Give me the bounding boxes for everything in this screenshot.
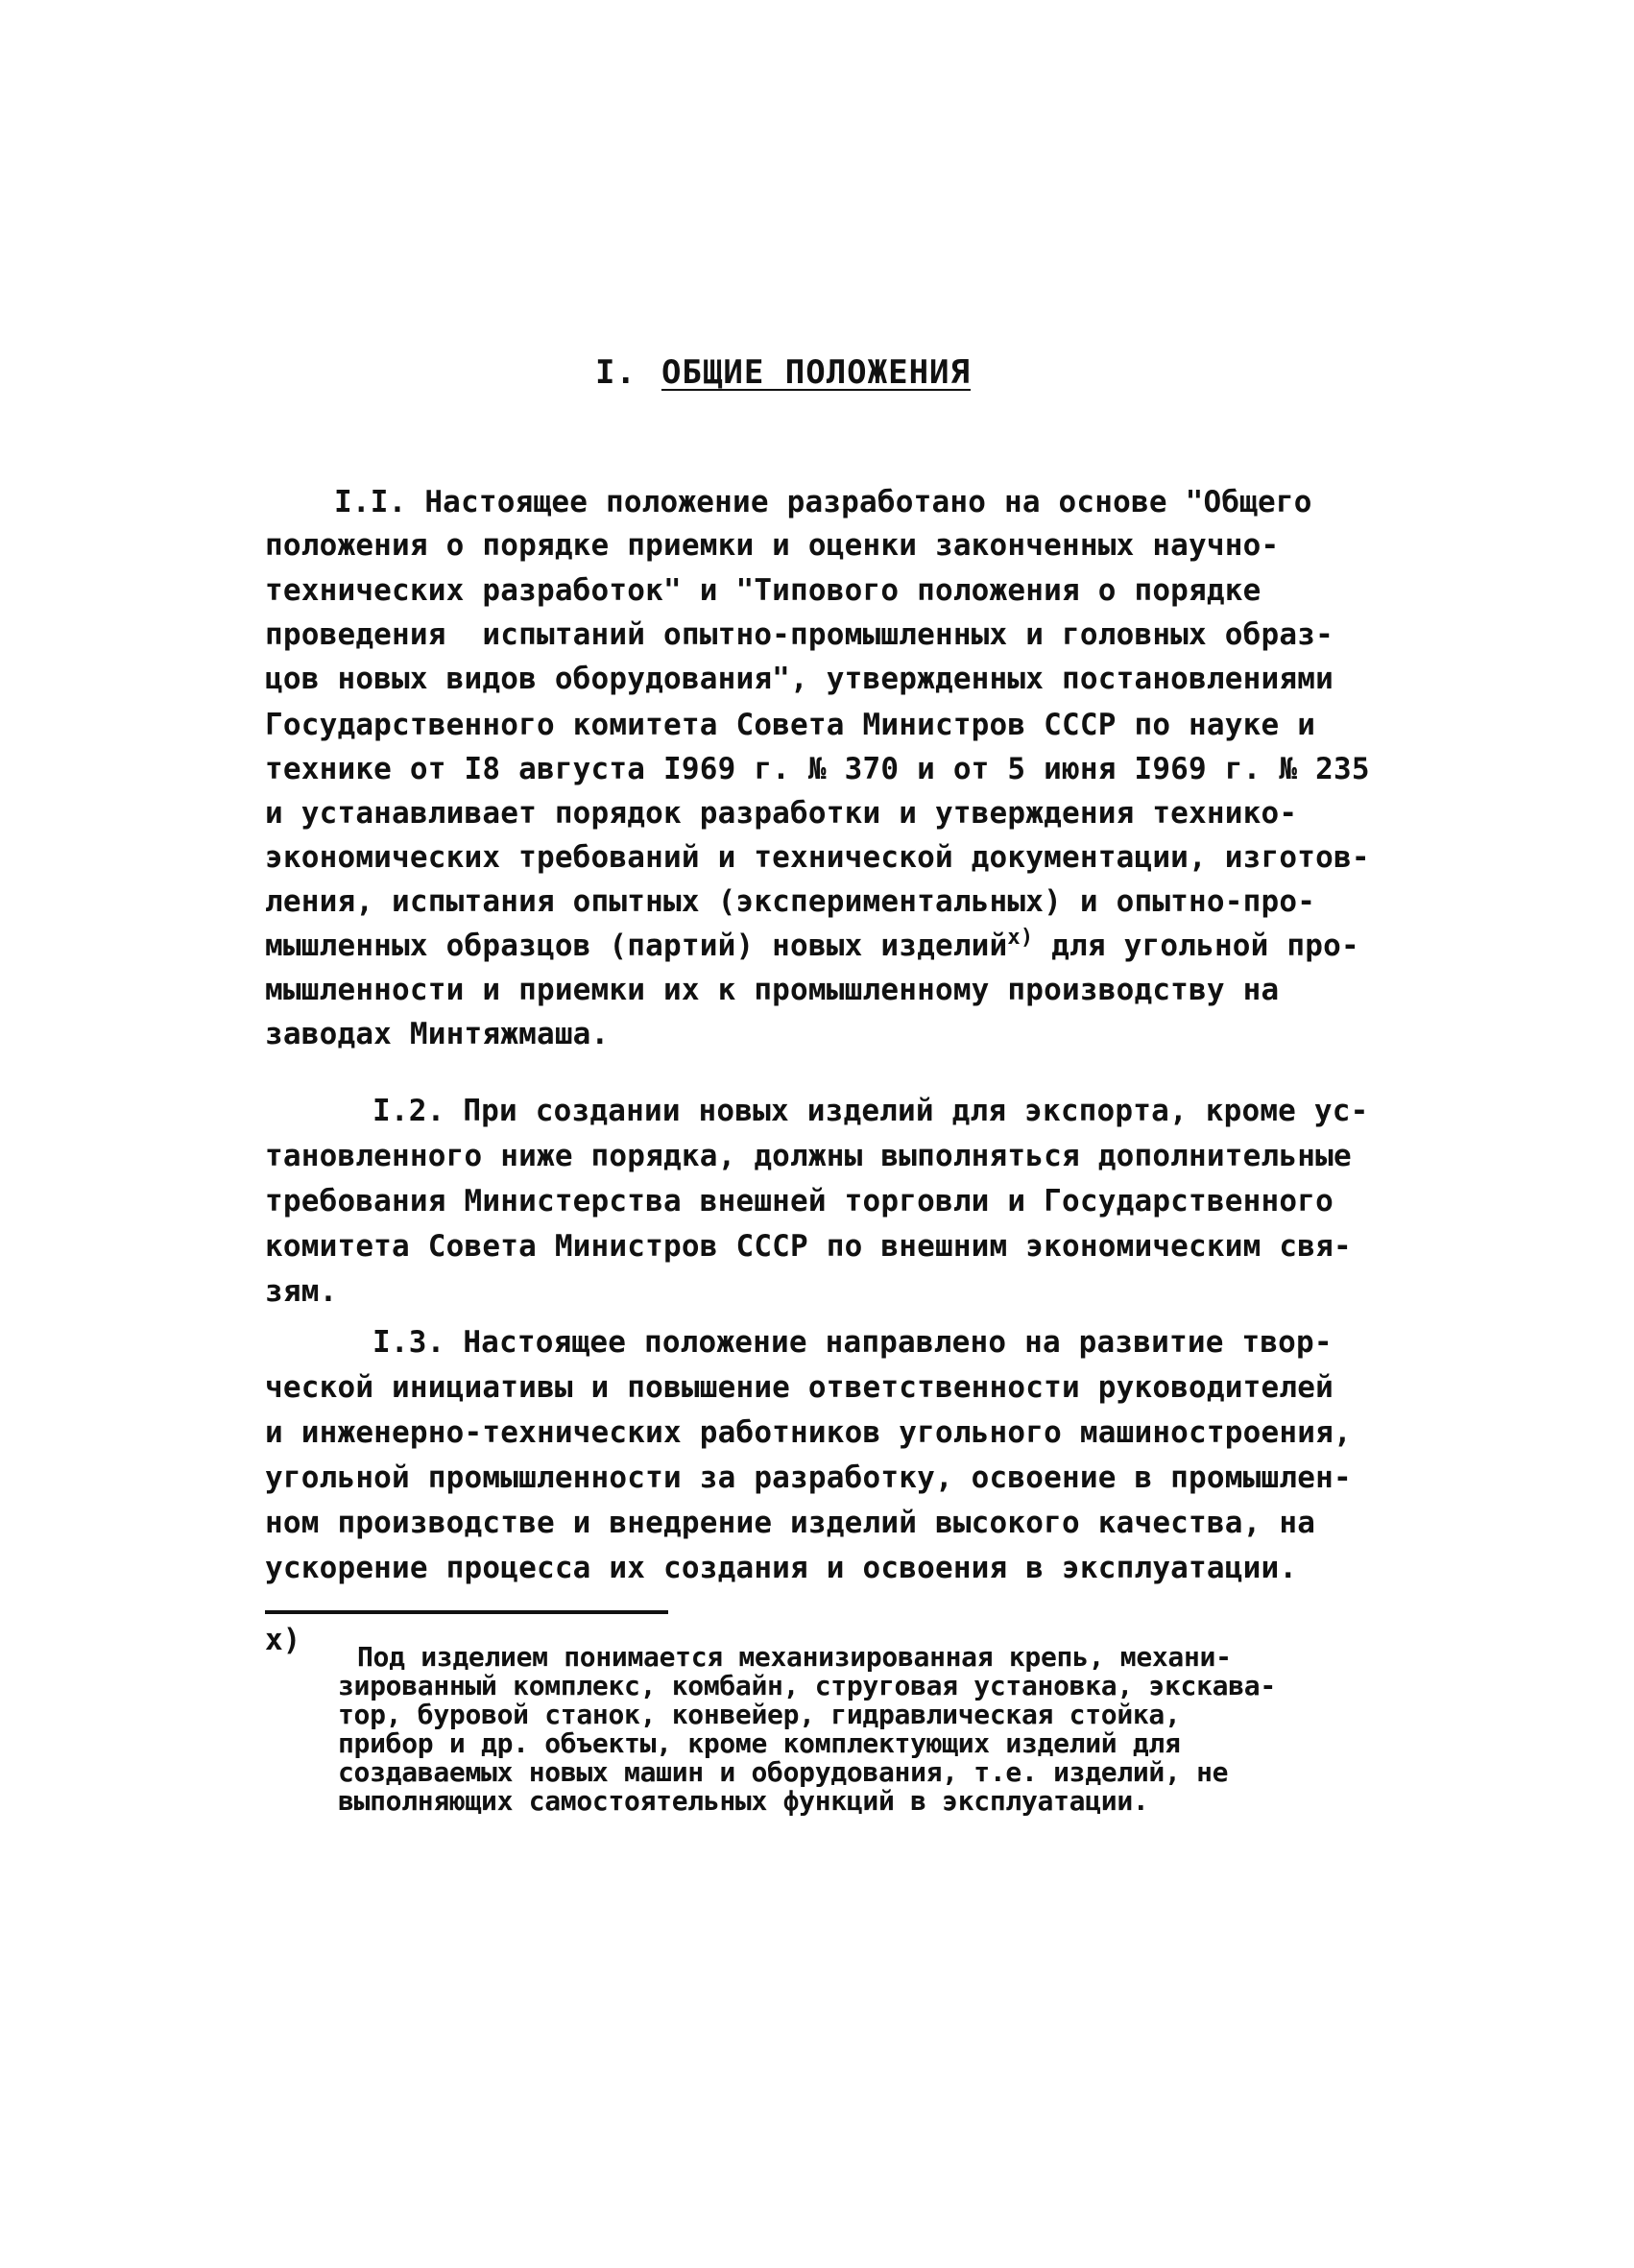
text-line: цов новых видов оборудования", утвержденных постановлениями — [265, 662, 1334, 696]
section-title: ОБЩИЕ ПОЛОЖЕНИЯ — [661, 353, 971, 392]
footnote-line: создаваемых новых машин и оборудования, т.е. изделий, не — [338, 1756, 1229, 1788]
text-line: комитета Совета Министров СССР по внешним экономическим свя- — [265, 1229, 1352, 1264]
text-line: Государственного комитета Совета Министров СССР по науке и — [265, 708, 1316, 742]
text-line: угольной промышленности за разработку, освоение в промышлен- — [265, 1460, 1352, 1495]
footnote-divider — [265, 1610, 668, 1614]
text-line: и инженерно-технических работников угольного машиностроения, — [265, 1415, 1352, 1450]
text-line: экономических требований и технической документации, изготов- — [265, 840, 1370, 875]
footnote-line: выполняющих самостоятельных функций в эксплуатации. — [338, 1785, 1149, 1817]
text-line: положения о порядке приемки и оценки законченных научно- — [265, 528, 1280, 563]
text-line-part: для угольной про- — [1033, 929, 1359, 963]
footnote-line: прибор и др. объекты, кроме комплектующих изделий для — [338, 1727, 1181, 1759]
text-line: I.3. Настоящее положение направлено на развитие твор- — [372, 1325, 1333, 1360]
text-line: проведения испытаний опытно-промышленных и головных образ- — [265, 617, 1334, 652]
text-line: ном производстве и внедрение изделий высокого качества, на — [265, 1506, 1316, 1540]
text-line: ления, испытания опытных (экспериментальных) и опытно-про- — [265, 884, 1316, 919]
text-line: заводах Минтяжмаша. — [265, 1017, 610, 1051]
text-line-part: мышленных образцов (партий) новых изделий — [265, 929, 1008, 963]
text-line: мышленности и приемки их к промышленному производству на — [265, 973, 1280, 1007]
footnote-marker: x) — [265, 1623, 301, 1657]
section-heading — [595, 353, 982, 392]
section-number: I. — [595, 353, 637, 392]
text-line: технических разработок" и "Типового положения о порядке — [265, 573, 1262, 608]
text-line: зям. — [265, 1274, 338, 1309]
text-line: ускорение процесса их создания и освоения в эксплуатации. — [265, 1551, 1298, 1585]
footnote-line: тор, буровой станок, конвейер, гидравлическая стойка, — [338, 1699, 1181, 1730]
footnote-line: Под изделием понимается механизированная крепь, механи- — [357, 1641, 1232, 1673]
text-line: тановленного ниже порядка, должны выполняться дополнительные — [265, 1139, 1352, 1173]
footnote-reference: x) — [1007, 926, 1034, 950]
text-line: I.I. Настоящее положение разработано на основе "Общего — [334, 485, 1312, 519]
text-line-with-footnote — [265, 926, 1359, 963]
text-line: технике от I8 августа I969 г. № 370 и от 5 июня I969 г. № 235 — [265, 752, 1370, 786]
text-line: требования Министерства внешней торговли и Государственного — [265, 1184, 1334, 1218]
text-line: и устанавливает порядок разработки и утверждения технико- — [265, 796, 1298, 831]
text-line: ческой инициативы и повышение ответственности руководителей — [265, 1370, 1334, 1405]
text-line: I.2. При создании новых изделий для экспорта, кроме ус- — [372, 1094, 1369, 1128]
footnote-line: зированный комплекс, комбайн, струговая установка, экскава- — [338, 1670, 1276, 1701]
